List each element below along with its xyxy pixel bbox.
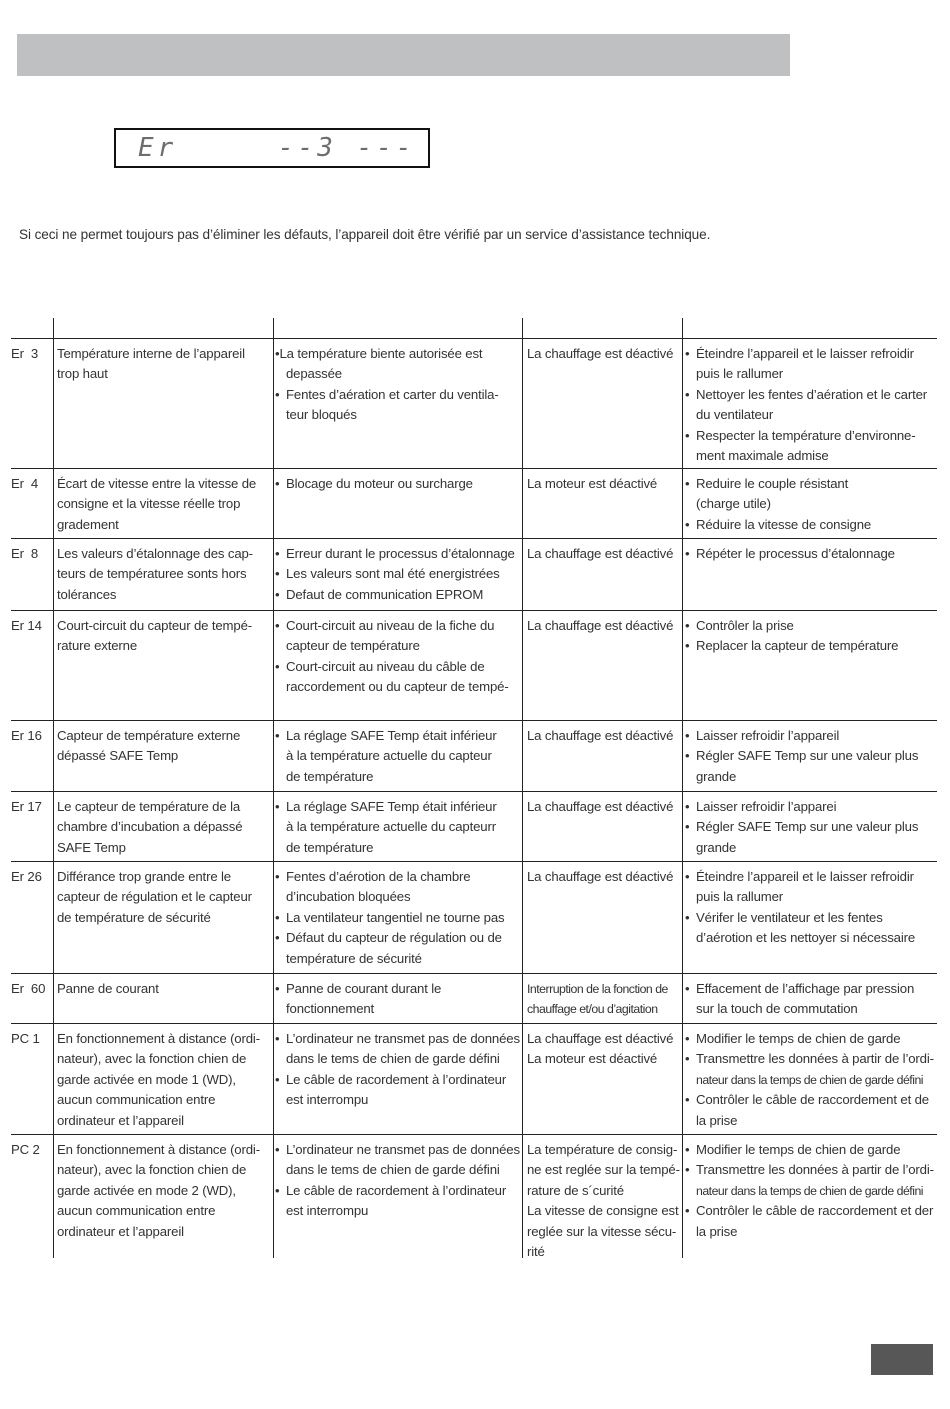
error-causes [275, 797, 521, 858]
solution-line: Modifier le temps de chien de garde [696, 1031, 901, 1046]
description-line: capteur de régulation et le capteur [57, 889, 252, 905]
effect-line: rité [527, 1244, 545, 1260]
error-effect [527, 797, 687, 817]
error-causes [275, 979, 521, 1020]
description-line: nateur), avec la fonction chien de [57, 1162, 247, 1178]
error-effect [527, 474, 687, 494]
description-line: Court-circuit du capteur de tempé- [57, 618, 252, 633]
description-line: trop haut [57, 366, 108, 382]
solution-item [685, 474, 940, 515]
cause-item [275, 1070, 521, 1111]
error-causes [275, 726, 521, 787]
row-divider [11, 973, 937, 974]
bullet-icon: • [685, 869, 690, 884]
row-divider [11, 1134, 937, 1135]
effect-line: La chauffage est déactivé [527, 728, 674, 743]
description-line: rature externe [57, 638, 137, 654]
solution-item [685, 1090, 940, 1131]
error-code: PC 1 [11, 1031, 40, 1046]
solution-item [685, 1160, 940, 1201]
cause-line: à la température actuelle du capteur [286, 748, 492, 764]
solution-line: Éteindre l’appareil et le laisser refroidir [696, 869, 914, 884]
description-line: Les valeurs d’étalonnage des cap- [57, 546, 253, 561]
cause-line: Fentes d’aérotion de la chambre [286, 869, 471, 884]
solution-item [685, 726, 940, 746]
error-solutions [685, 979, 940, 1020]
error-description [57, 979, 272, 999]
bullet-icon: • [685, 748, 690, 764]
column-divider [273, 318, 274, 1258]
cause-line: Les valeurs sont mal été energistrées [286, 566, 500, 582]
error-solutions [685, 867, 940, 949]
solution-item [685, 385, 940, 426]
solution-item [685, 636, 940, 656]
cause-line: dans le tems de chien de garde défini [286, 1162, 500, 1178]
error-description [57, 474, 272, 535]
bullet-icon: • [275, 658, 280, 674]
cause-line: Blocage du moteur ou surcharge [286, 476, 473, 491]
error-code: Er 60 [11, 981, 46, 996]
description-line: ordinateur et l’appareil [57, 1112, 184, 1128]
effect-line: La chauffage est déactivé [527, 1031, 674, 1046]
bullet-icon: • [685, 516, 690, 532]
description-line: garde activée en mode 1 (WD), [57, 1071, 236, 1087]
effect-line: La chauffage est déactivé [527, 869, 674, 884]
error-solutions [685, 797, 940, 858]
cause-item [275, 544, 521, 564]
solution-item [685, 908, 940, 949]
bullet-icon: • [685, 909, 690, 925]
error-description [57, 1029, 272, 1131]
solution-line: ment maximale admise [696, 448, 829, 464]
bullet-icon: • [275, 869, 280, 884]
cause-item [275, 979, 521, 1020]
cause-item [275, 797, 521, 858]
cause-line: Le câble de racordement à l’ordinateur [286, 1071, 507, 1087]
solution-line: Respecter la température d’environne- [696, 427, 916, 443]
error-description [57, 616, 272, 657]
error-solutions [685, 1140, 940, 1242]
error-effect [527, 867, 687, 887]
row-divider [11, 720, 937, 721]
error-solutions [685, 616, 940, 657]
solution-line: Éteindre l’appareil et le laisser refroidir [696, 346, 914, 361]
solution-item [685, 746, 940, 787]
description-line: ordinateur et l’appareil [57, 1223, 184, 1239]
cause-line: La réglage SAFE Temp était inférieur [286, 799, 497, 814]
row-divider [11, 1023, 937, 1024]
cause-line: de température [286, 839, 374, 855]
bullet-icon: • [275, 566, 280, 582]
error-effect [527, 726, 687, 746]
bullet-icon: • [685, 346, 690, 361]
solution-line: Contrôler le câble de raccordement et der [696, 1203, 934, 1219]
description-line: gradement [57, 516, 119, 532]
solution-line: Reduire le couple résistant [696, 476, 849, 491]
solution-item [685, 1029, 940, 1049]
effect-line: La moteur est déactivé [527, 476, 658, 491]
bullet-icon: • [275, 909, 280, 925]
bullet-icon: • [275, 930, 280, 946]
description-line: Le capteur de température de la [57, 799, 241, 814]
cause-line: teur bloqués [286, 407, 357, 423]
bullet-icon: • [275, 386, 280, 402]
solution-line: du ventilateur [696, 407, 774, 423]
effect-line: La chauffage est déactivé [527, 346, 674, 361]
cause-item [275, 928, 521, 969]
effect-line: La chauffage est déactivé [527, 799, 674, 814]
error-code: PC 2 [11, 1142, 40, 1157]
solution-line: grande [696, 839, 737, 855]
cause-line: est interrompu [286, 1203, 369, 1219]
error-causes [275, 1029, 521, 1111]
cause-item [275, 564, 521, 584]
bullet-icon: • [685, 638, 690, 654]
cause-line: d’incubation bloquées [286, 889, 411, 905]
row-divider [11, 791, 937, 792]
error-code: Er 17 [11, 799, 42, 814]
solution-line: Contrôler la prise [696, 618, 794, 633]
solution-line: puis le rallumer [696, 366, 784, 382]
description-line: aucun communication entre [57, 1203, 216, 1219]
description-line: de température de sécurité [57, 909, 211, 925]
cause-line: La ventilateur tangentiel ne tourne pas [286, 909, 505, 925]
solution-line: Répéter le processus d’étalonnage [696, 546, 895, 561]
solution-item [685, 515, 940, 535]
solution-line: la prise [696, 1112, 738, 1128]
row-divider [11, 338, 937, 339]
column-divider [53, 318, 54, 1258]
cause-line: Le câble de racordement à l’ordinateur [286, 1182, 507, 1198]
effect-line: La chauffage est déactivé [527, 618, 674, 633]
error-description [57, 797, 272, 858]
bullet-icon: • [275, 618, 280, 633]
error-effect [527, 1140, 687, 1262]
error-description [57, 1140, 272, 1242]
page-number-tab [871, 1344, 933, 1375]
lcd-error-display [114, 128, 430, 168]
cause-line: à la température actuelle du capteurr [286, 819, 496, 835]
bullet-icon: • [685, 546, 690, 561]
solution-line: sur la touch de commutation [696, 1001, 858, 1017]
section-header-bar [17, 34, 790, 76]
description-line: Écart de vitesse entre la vitesse de [57, 476, 257, 491]
bullet-icon: • [275, 546, 280, 561]
description-line: aucun communication entre [57, 1092, 216, 1108]
error-solutions [685, 544, 940, 564]
description-line: teurs de températuree sonts hors [57, 566, 247, 582]
description-line: garde activée en mode 2 (WD), [57, 1182, 236, 1198]
description-line: SAFE Temp [57, 839, 126, 855]
bullet-icon: • [685, 728, 690, 743]
effect-line: chauffage et/ou d’agitation [527, 1002, 658, 1017]
effect-line: La moteur est déactivé [527, 1051, 658, 1067]
error-code: Er 4 [11, 476, 39, 491]
effect-line: ne est reglée sur la tempé- [527, 1162, 680, 1178]
cause-item [275, 474, 521, 494]
bullet-icon: • [685, 1142, 690, 1157]
lcd-segments-left: Er [138, 133, 178, 163]
bullet-icon: • [275, 1142, 280, 1157]
bullet-icon: • [685, 1162, 690, 1178]
solution-item [685, 817, 940, 858]
cause-line: capteur de température [286, 638, 420, 654]
effect-line: reglée sur la vitesse sécu- [527, 1223, 677, 1239]
cause-line: depassée [286, 366, 342, 382]
description-line: En fonctionnement à distance (ordi- [57, 1142, 260, 1157]
error-effect [527, 344, 687, 364]
solution-line: puis la rallumer [696, 889, 784, 905]
bullet-icon: • [685, 386, 690, 402]
bullet-icon: • [685, 476, 690, 491]
row-divider [11, 610, 937, 611]
cause-item [275, 585, 521, 605]
error-description [57, 726, 272, 767]
cause-line: Court-circuit au niveau de la fiche du [286, 618, 495, 633]
effect-line: La température de consig- [527, 1142, 678, 1157]
solution-line: Régler SAFE Temp sur une valeur plus [696, 819, 919, 835]
cause-item [275, 1029, 521, 1070]
error-effect [527, 616, 687, 636]
bullet-icon: • [275, 728, 280, 743]
bullet-icon: • [275, 476, 280, 491]
error-code: Er 26 [11, 869, 42, 884]
bullet-icon: • [275, 981, 280, 996]
error-solutions [685, 726, 940, 787]
solution-line: (charge utile) [696, 496, 771, 512]
cause-item [275, 616, 521, 657]
error-causes [275, 1140, 521, 1222]
solution-item [685, 797, 940, 817]
description-line: En fonctionnement à distance (ordi- [57, 1031, 260, 1046]
error-effect [527, 979, 687, 1020]
error-code: Er 3 [11, 346, 39, 361]
effect-line: La vitesse de consigne est [527, 1203, 679, 1219]
solution-line: Régler SAFE Temp sur une valeur plus [696, 748, 919, 764]
cause-item [275, 657, 521, 698]
error-causes [275, 474, 521, 494]
error-effect [527, 544, 687, 564]
solution-line: Laisser refroidir l’apparei [696, 799, 837, 814]
row-divider [11, 468, 937, 469]
description-line: dépassé SAFE Temp [57, 748, 179, 764]
error-code: Er 14 [11, 618, 42, 633]
cause-item [275, 908, 521, 928]
description-line: consigne et la vitesse réelle trop [57, 496, 241, 512]
bullet-icon: • [685, 1092, 690, 1108]
solution-line: Laisser refroidir l’appareil [696, 728, 840, 743]
solution-item [685, 616, 940, 636]
bullet-icon: • [685, 1203, 690, 1219]
row-divider [11, 538, 937, 539]
solution-line: Vérifer le ventilateur et les fentes [696, 909, 883, 925]
cause-item [275, 385, 521, 426]
cause-item [275, 867, 521, 908]
bullet-icon: • [685, 819, 690, 835]
solution-item [685, 544, 940, 564]
bullet-icon: • [685, 799, 690, 814]
solution-item [685, 867, 940, 908]
cause-line: L’ordinateur ne transmet pas de données [286, 1142, 520, 1157]
solution-line: d’aérotion et les nettoyer si nécessaire [696, 930, 916, 946]
bullet-icon: • [685, 427, 690, 443]
bullet-icon: • [685, 1051, 690, 1067]
bullet-icon: • [275, 586, 280, 602]
effect-line: La chauffage est déactivé [527, 546, 674, 561]
column-divider [682, 318, 683, 1258]
cause-line: Panne de courant durant le [286, 981, 442, 996]
bullet-icon: • [275, 1182, 280, 1198]
description-line: chambre d’incubation a dépassé [57, 819, 243, 835]
effect-line: rature de s´curité [527, 1182, 624, 1198]
cause-line: •La température biente autorisée est [275, 346, 483, 361]
cause-item [275, 1140, 521, 1181]
cause-line: de température [286, 768, 374, 784]
solution-line: Nettoyer les fentes d’aération et le carter [696, 386, 928, 402]
error-description [57, 867, 272, 928]
solution-line: Transmettre les données à partir de l’ordi- [696, 1051, 934, 1067]
solution-item [685, 1049, 940, 1090]
description-line: Différance trop grande entre le [57, 869, 231, 884]
solution-item [685, 1201, 940, 1242]
error-causes [275, 867, 521, 969]
solution-line: Replacer la capteur de température [696, 638, 899, 654]
description-line: tolérances [57, 586, 117, 602]
error-causes [275, 544, 521, 605]
error-code: Er 16 [11, 728, 42, 743]
error-solutions [685, 1029, 940, 1131]
error-effect [527, 1029, 687, 1070]
error-solutions [685, 344, 940, 466]
cause-line: dans le tems de chien de garde défini [286, 1051, 500, 1067]
solution-line: nateur dans la temps de chien de garde défini [696, 1072, 924, 1087]
error-solutions [685, 474, 940, 535]
cause-line: raccordement ou du capteur de tempé- [286, 679, 509, 695]
solution-item [685, 426, 940, 467]
row-divider [11, 861, 937, 862]
solution-line: la prise [696, 1223, 738, 1239]
description-line: Température interne de l’appareil [57, 346, 245, 361]
solution-item [685, 979, 940, 1020]
cause-item [275, 1181, 521, 1222]
solution-line: Contrôler le câble de raccordement et de [696, 1092, 929, 1108]
description-line: nateur), avec la fonction chien de [57, 1051, 247, 1067]
lcd-segments-right: --3 --- [278, 133, 416, 163]
cause-line: Defaut de communication EPROM [286, 586, 484, 602]
error-causes [275, 344, 521, 426]
cause-line: Fentes d’aération et carter du ventila- [286, 386, 499, 402]
cause-line: La réglage SAFE Temp était inférieur [286, 728, 497, 743]
description-line: Capteur de température externe [57, 728, 241, 743]
solution-line: nateur dans la temps de chien de garde défini [696, 1183, 924, 1198]
error-description [57, 344, 272, 385]
description-line: Panne de courant [57, 981, 159, 996]
solution-line: Réduire la vitesse de consigne [696, 516, 872, 532]
solution-item [685, 1140, 940, 1160]
solution-line: Effacement de l’affichage par pression [696, 981, 915, 996]
cause-line: est interrompu [286, 1092, 369, 1108]
cause-line: L’ordinateur ne transmet pas de données [286, 1031, 520, 1046]
cause-line: Erreur durant le processus d’étalonnage [286, 546, 515, 561]
bullet-icon: • [275, 1031, 280, 1046]
error-description [57, 544, 272, 605]
solution-item [685, 344, 940, 385]
cause-line: Défaut du capteur de régulation ou de [286, 930, 502, 946]
error-causes [275, 616, 521, 698]
column-divider [522, 318, 523, 1258]
effect-line: Interruption de la fonction de [527, 982, 668, 996]
cause-item [275, 344, 521, 385]
bullet-icon: • [685, 1031, 690, 1046]
solution-line: grande [696, 768, 737, 784]
solution-line: Transmettre les données à partir de l’ordi- [696, 1162, 934, 1178]
bullet-icon: • [275, 1071, 280, 1087]
cause-line: fonctionnement [286, 1001, 375, 1017]
solution-line: Modifier le temps de chien de garde [696, 1142, 901, 1157]
bullet-icon: • [685, 618, 690, 633]
error-code: Er 8 [11, 546, 39, 561]
intro-paragraph: Si ceci ne permet toujours pas d’éliminer les défauts, l’appareil doit être vérifié par un service d’assistance technique. [19, 227, 711, 242]
cause-line: Court-circuit au niveau du câble de [286, 658, 485, 674]
bullet-icon: • [275, 799, 280, 814]
cause-line: température de sécurité [286, 950, 422, 966]
bullet-icon: • [685, 981, 690, 996]
cause-item [275, 726, 521, 787]
